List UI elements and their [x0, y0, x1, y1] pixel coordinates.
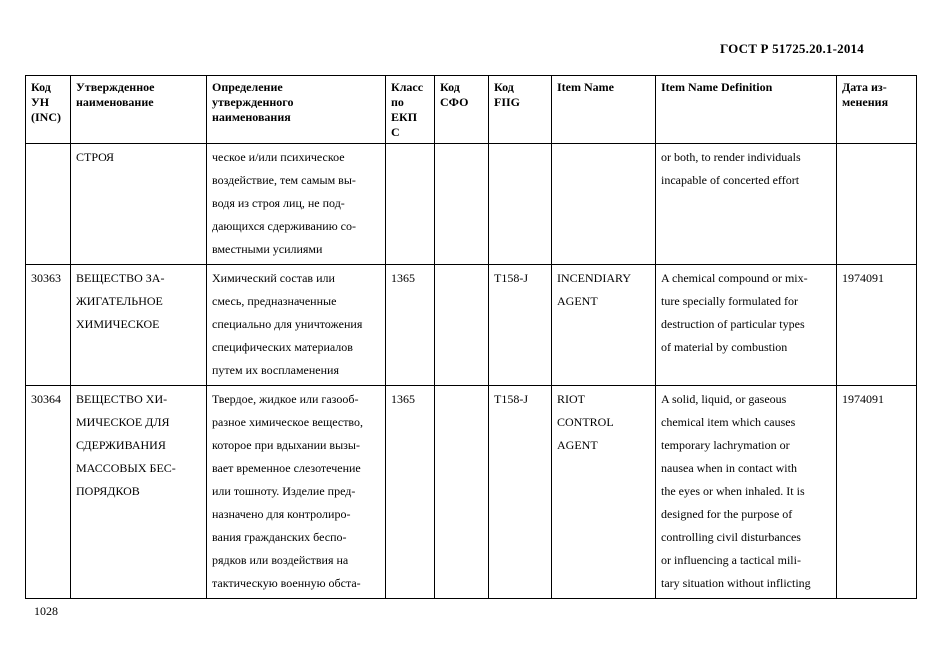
cell-name [71, 265, 207, 386]
col-class-header [386, 76, 435, 144]
cell-text: 1365 [391, 271, 415, 285]
cell-class [386, 144, 435, 265]
cell-text: 1365 [391, 392, 415, 406]
cell-date [837, 265, 917, 386]
cell-text-line: ПОРЯДКОВ [76, 484, 140, 498]
cell-name [71, 386, 207, 599]
cell-text: T158-J [494, 271, 528, 285]
cell-text-line: СТРОЯ [76, 150, 114, 164]
cell-definition [207, 144, 386, 265]
cell-fiig [489, 386, 552, 599]
header-line: (INC) [31, 110, 61, 124]
cell-sfo [435, 265, 489, 386]
cell-text-line: специально для уничтожения [212, 317, 363, 331]
cell-text-line: incapable of concerted effort [661, 173, 800, 187]
cell-text-line: or influencing a tactical mili- [661, 553, 801, 567]
table-row [26, 386, 917, 599]
page-number: 1028 [34, 604, 58, 618]
col-date-header [837, 76, 917, 144]
cell-text-line: специфических материалов [212, 340, 353, 354]
cell-sfo [435, 386, 489, 599]
cell-text-line: воздействие, тем самым вы- [212, 173, 356, 187]
header-line: по [391, 95, 404, 109]
cell-code [26, 265, 71, 386]
cell-text-line: тактическую военную обста- [212, 576, 361, 590]
cell-text-line: назначено для контролиро- [212, 507, 351, 521]
header-line: Код [440, 80, 460, 94]
cell-date [837, 386, 917, 599]
cell-text-line: вания гражданских беспо- [212, 530, 347, 544]
cell-code [26, 144, 71, 265]
cell-class [386, 386, 435, 599]
cell-text-line: смесь, предназначенные [212, 294, 337, 308]
header-line: Код [31, 80, 51, 94]
col-name-header [71, 76, 207, 144]
document-code: ГОСТ Р 51725.20.1-2014 [720, 41, 864, 56]
cell-text-line: designed for the purpose of [661, 507, 793, 521]
cell-text-line: CONTROL [557, 415, 614, 429]
cell-item-name [552, 144, 656, 265]
table-row [26, 265, 917, 386]
cell-text: 1974091 [842, 392, 884, 406]
col-fiig-header [489, 76, 552, 144]
cell-text-line: temporary lachrymation or [661, 438, 790, 452]
header-line: наименование [76, 95, 154, 109]
cell-sfo [435, 144, 489, 265]
table-row [26, 144, 917, 265]
cell-text-line: tary situation without inflicting [661, 576, 811, 590]
cell-fiig [489, 265, 552, 386]
cell-code [26, 386, 71, 599]
col-code-header [26, 76, 71, 144]
cell-text-line: разное химическое вещество, [212, 415, 364, 429]
cell-text-line: или тошноту. Изделие пред- [212, 484, 356, 498]
cell-text-line: AGENT [557, 438, 598, 452]
header-line: Класс [391, 80, 424, 94]
header-line: Код [494, 80, 514, 94]
cell-text-line: вместными усилиями [212, 242, 323, 256]
header-line: менения [842, 95, 889, 109]
cell-text-line: controlling civil disturbances [661, 530, 801, 544]
cell-text-line: A solid, liquid, or gaseous [661, 392, 787, 406]
cell-name [71, 144, 207, 265]
cell-text-line: ческое и/или психическое [212, 150, 345, 164]
cell-text-line: путем их воспламенения [212, 363, 339, 377]
cell-text-line: ВЕЩЕСТВО ЗА- [76, 271, 165, 285]
cell-text: 30364 [31, 392, 61, 406]
table-header-row [26, 76, 917, 144]
cell-text-line: МАССОВЫХ БЕС- [76, 461, 176, 475]
cell-definition [207, 386, 386, 599]
header-line: Item Name Definition [661, 80, 773, 94]
cell-fiig [489, 144, 552, 265]
cell-text-line: destruction of particular types [661, 317, 805, 331]
cell-text-line: AGENT [557, 294, 598, 308]
cell-text-line: Твердое, жидкое или газооб- [212, 392, 359, 406]
header-line: Item Name [557, 80, 614, 94]
col-item-def-header [656, 76, 837, 144]
cell-text-line: INCENDIARY [557, 271, 631, 285]
cell-item-name [552, 386, 656, 599]
header-line: СФО [440, 95, 469, 109]
cell-text-line: Химический состав или [212, 271, 335, 285]
cell-text-line: СДЕРЖИВАНИЯ [76, 438, 166, 452]
cell-item-definition [656, 265, 837, 386]
header-line: Утвержденное [76, 80, 155, 94]
header-line: наименования [212, 110, 291, 124]
header-line: ЕКП [391, 110, 418, 124]
header-line: УН [31, 95, 50, 109]
cell-text: T158-J [494, 392, 528, 406]
cell-text-line: chemical item which causes [661, 415, 796, 429]
cell-text-line: A chemical compound or mix- [661, 271, 808, 285]
cell-text-line: которое при вдыхании вызы- [212, 438, 360, 452]
col-item-name-header [552, 76, 656, 144]
cell-text-line: or both, to render individuals [661, 150, 801, 164]
classification-table [25, 75, 917, 599]
cell-text-line: the eyes or when inhaled. It is [661, 484, 805, 498]
header-line: Дата из- [842, 80, 887, 94]
cell-text-line: ХИМИЧЕСКОЕ [76, 317, 160, 331]
cell-text-line: рядков или воздействия на [212, 553, 349, 567]
cell-item-name [552, 265, 656, 386]
header-line: С [391, 125, 400, 139]
col-definition-header [207, 76, 386, 144]
cell-text-line: МИЧЕСКОЕ ДЛЯ [76, 415, 170, 429]
header-line: утвержденного [212, 95, 294, 109]
col-sfo-header [435, 76, 489, 144]
cell-text-line: ture specially formulated for [661, 294, 798, 308]
cell-definition [207, 265, 386, 386]
cell-text-line: of material by combustion [661, 340, 788, 354]
cell-text-line: nausea when in contact with [661, 461, 797, 475]
cell-text-line: ЖИГАТЕЛЬНОЕ [76, 294, 163, 308]
cell-text-line: ВЕЩЕСТВО ХИ- [76, 392, 168, 406]
cell-text-line: дающихся сдерживанию со- [212, 219, 356, 233]
cell-class [386, 265, 435, 386]
cell-text-line: водя из строя лиц, не под- [212, 196, 345, 210]
cell-text: 30363 [31, 271, 61, 285]
header-line: Определение [212, 80, 283, 94]
cell-date [837, 144, 917, 265]
cell-item-definition [656, 386, 837, 599]
header-line: FIIG [494, 95, 521, 109]
table-body [26, 144, 917, 599]
cell-text-line: RIOT [557, 392, 585, 406]
cell-text: 1974091 [842, 271, 884, 285]
cell-item-definition [656, 144, 837, 265]
cell-text-line: вает временное слезотечение [212, 461, 361, 475]
